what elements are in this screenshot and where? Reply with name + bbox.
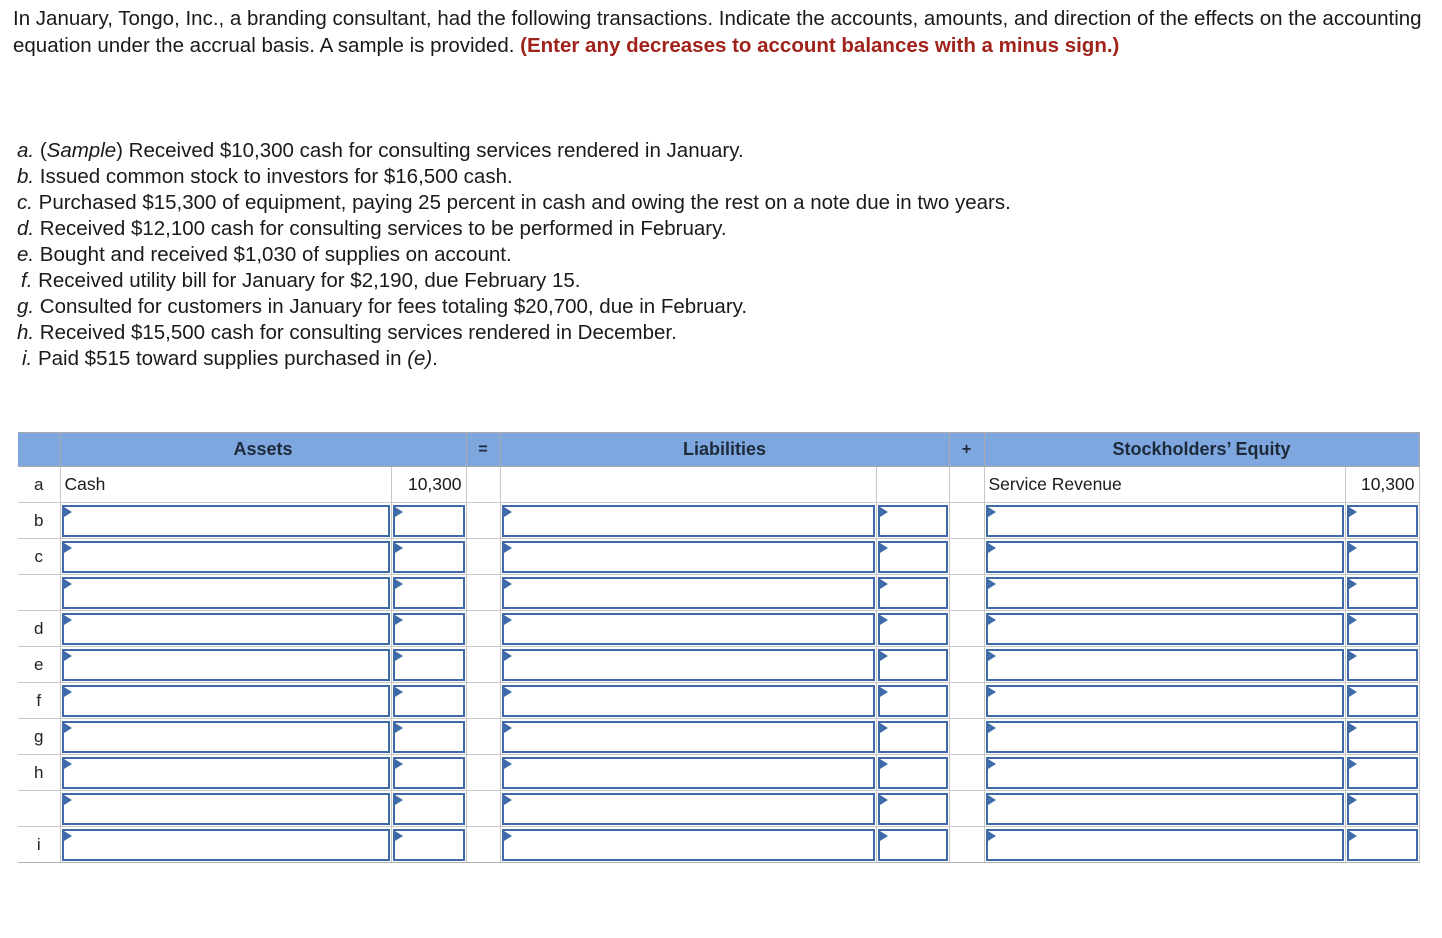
sample-liability-amount xyxy=(876,467,949,503)
liability-account-input[interactable] xyxy=(502,793,875,825)
table-row xyxy=(18,791,1419,827)
asset-amount-input-cell xyxy=(391,539,466,575)
equity-account-input[interactable] xyxy=(986,757,1344,789)
sample-asset-amount: 10,300 xyxy=(391,467,466,503)
liability-amount-input-cell xyxy=(876,503,949,539)
spacer-fill xyxy=(950,648,984,681)
header-blank xyxy=(18,433,60,467)
liability-amount-input[interactable] xyxy=(878,577,948,609)
liability-account-input[interactable] xyxy=(502,721,875,753)
asset-amount-input[interactable] xyxy=(393,541,465,573)
row-label xyxy=(18,791,60,827)
spacer-fill xyxy=(467,684,500,717)
sample-liability-account xyxy=(500,467,876,503)
equals-spacer xyxy=(466,539,500,575)
liability-account-input-cell xyxy=(500,827,876,863)
asset-account-input-cell xyxy=(60,539,391,575)
spacer-fill xyxy=(950,792,984,825)
header-equals: = xyxy=(466,433,500,467)
row-label: a xyxy=(18,467,60,503)
equals-spacer xyxy=(466,719,500,755)
liability-amount-input-cell xyxy=(876,791,949,827)
liability-account-input[interactable] xyxy=(502,541,875,573)
row-label: d xyxy=(18,611,60,647)
equals-spacer xyxy=(466,755,500,791)
asset-account-input[interactable] xyxy=(62,721,390,753)
liability-account-input[interactable] xyxy=(502,505,875,537)
equity-amount-input-cell xyxy=(1345,791,1419,827)
liability-amount-input-cell xyxy=(876,683,949,719)
sample-row xyxy=(18,467,1419,503)
liability-amount-input-cell xyxy=(876,755,949,791)
equity-account-input-cell xyxy=(984,647,1345,683)
liability-account-input[interactable] xyxy=(502,649,875,681)
equity-account-input-cell xyxy=(984,683,1345,719)
liability-account-input[interactable] xyxy=(502,757,875,789)
equity-account-input-cell xyxy=(984,539,1345,575)
spacer-fill xyxy=(950,612,984,645)
spacer-fill xyxy=(950,684,984,717)
asset-account-input[interactable] xyxy=(62,541,390,573)
instructions xyxy=(13,6,1423,59)
list-item: d. Received $12,100 cash for consulting services to be performed in February. xyxy=(17,217,727,240)
asset-amount-input-cell xyxy=(391,575,466,611)
asset-amount-input[interactable] xyxy=(393,829,465,861)
equals-spacer xyxy=(466,575,500,611)
spacer-fill xyxy=(467,720,500,753)
list-item: h. Received $15,500 cash for consulting services rendered in December. xyxy=(17,321,677,344)
equals-spacer xyxy=(466,827,500,863)
table-row xyxy=(18,539,1419,575)
equity-amount-input-cell xyxy=(1345,539,1419,575)
spacer-fill xyxy=(950,720,984,753)
asset-amount-input-cell xyxy=(391,755,466,791)
equity-amount-input[interactable] xyxy=(1347,649,1418,681)
liability-account-input-cell xyxy=(500,683,876,719)
equity-account-input-cell xyxy=(984,575,1345,611)
liability-amount-input-cell xyxy=(876,719,949,755)
sample-equity-amount: 10,300 xyxy=(1345,467,1419,503)
equity-amount-input-cell xyxy=(1345,575,1419,611)
list-item: b. Issued common stock to investors for $16,500 cash. xyxy=(17,165,513,188)
equity-amount-input[interactable] xyxy=(1347,721,1418,753)
header-plus: + xyxy=(949,433,984,467)
equity-account-input-cell xyxy=(984,503,1345,539)
row-label: e xyxy=(18,647,60,683)
spacer-fill xyxy=(950,540,984,573)
plus-spacer xyxy=(949,647,984,683)
accounting-equation-table xyxy=(18,432,1420,863)
equity-account-input[interactable] xyxy=(986,577,1344,609)
equals-spacer xyxy=(466,503,500,539)
liability-account-input-cell xyxy=(500,575,876,611)
equity-amount-input[interactable] xyxy=(1347,613,1418,645)
table-header-row xyxy=(18,433,1419,467)
equals-spacer xyxy=(466,791,500,827)
asset-amount-input-cell xyxy=(391,503,466,539)
asset-account-input-cell xyxy=(60,647,391,683)
asset-account-input-cell xyxy=(60,755,391,791)
liability-amount-input[interactable] xyxy=(878,757,948,789)
equity-account-input[interactable] xyxy=(986,721,1344,753)
sample-asset-account: Cash xyxy=(60,467,391,503)
liability-amount-input[interactable] xyxy=(878,793,948,825)
equity-account-input[interactable] xyxy=(986,505,1344,537)
plus-spacer xyxy=(949,755,984,791)
equity-account-input[interactable] xyxy=(986,541,1344,573)
transaction-list xyxy=(17,138,1011,372)
equity-amount-input-cell xyxy=(1345,647,1419,683)
asset-amount-input[interactable] xyxy=(393,577,465,609)
asset-amount-input[interactable] xyxy=(393,505,465,537)
liability-amount-input[interactable] xyxy=(878,829,948,861)
liability-account-input[interactable] xyxy=(502,613,875,645)
spacer-fill xyxy=(950,828,984,861)
equals-spacer xyxy=(466,467,500,503)
table-row xyxy=(18,719,1419,755)
list-item: f. Received utility bill for January for $2,190, due February 15. xyxy=(21,269,581,292)
liability-account-input[interactable] xyxy=(502,685,875,717)
equity-account-input[interactable] xyxy=(986,793,1344,825)
liability-account-input[interactable] xyxy=(502,577,875,609)
asset-amount-input-cell xyxy=(391,683,466,719)
spacer-fill xyxy=(467,648,500,681)
equals-spacer xyxy=(466,611,500,647)
liability-account-input-cell xyxy=(500,719,876,755)
plus-spacer xyxy=(949,611,984,647)
equity-amount-input-cell xyxy=(1345,611,1419,647)
liability-account-input[interactable] xyxy=(502,829,875,861)
row-label: f xyxy=(18,683,60,719)
liability-amount-input[interactable] xyxy=(878,505,948,537)
equity-amount-input-cell xyxy=(1345,683,1419,719)
asset-amount-input-cell xyxy=(391,647,466,683)
equity-amount-input-cell xyxy=(1345,719,1419,755)
list-item: e. Bought and received $1,030 of supplies on account. xyxy=(17,243,512,266)
liability-account-input-cell xyxy=(500,611,876,647)
plus-spacer xyxy=(949,827,984,863)
equity-account-input[interactable] xyxy=(986,649,1344,681)
equity-account-input-cell xyxy=(984,755,1345,791)
liability-amount-input[interactable] xyxy=(878,613,948,645)
liability-account-input-cell xyxy=(500,755,876,791)
spacer-fill xyxy=(950,576,984,609)
sample-equity-account: Service Revenue xyxy=(984,467,1345,503)
liability-amount-input-cell xyxy=(876,647,949,683)
equity-amount-input[interactable] xyxy=(1347,685,1418,717)
equity-amount-input-cell xyxy=(1345,755,1419,791)
equity-account-input[interactable] xyxy=(986,829,1344,861)
liability-amount-input[interactable] xyxy=(878,541,948,573)
equity-amount-input-cell xyxy=(1345,827,1419,863)
liability-amount-input-cell xyxy=(876,611,949,647)
table-row xyxy=(18,683,1419,719)
plus-spacer xyxy=(949,719,984,755)
asset-amount-input-cell xyxy=(391,827,466,863)
equity-account-input-cell xyxy=(984,791,1345,827)
spacer-fill xyxy=(950,756,984,789)
asset-account-input[interactable] xyxy=(62,829,390,861)
liability-amount-input-cell xyxy=(876,575,949,611)
spacer-fill xyxy=(467,540,500,573)
list-item: i. Paid $515 toward supplies purchased in (e). xyxy=(22,347,438,370)
asset-account-input[interactable] xyxy=(62,757,390,789)
table-row xyxy=(18,611,1419,647)
liability-amount-input[interactable] xyxy=(878,685,948,717)
asset-account-input-cell xyxy=(60,503,391,539)
list-item: c. Purchased $15,300 of equipment, paying 25 percent in cash and owing the rest on a note due in two years. xyxy=(17,191,1011,214)
liability-account-input-cell xyxy=(500,791,876,827)
equity-amount-input[interactable] xyxy=(1347,829,1418,861)
plus-spacer xyxy=(949,467,984,503)
asset-account-input-cell xyxy=(60,791,391,827)
header-assets: Assets xyxy=(60,433,466,467)
equity-amount-input[interactable] xyxy=(1347,793,1418,825)
asset-account-input-cell xyxy=(60,683,391,719)
asset-account-input[interactable] xyxy=(62,793,390,825)
row-label: b xyxy=(18,503,60,539)
instructions-text: In January, Tongo, Inc., a branding consultant, had the following transactions. Indicate the accounts, amounts, and direction of the effects on the accounting equation under the accrual basis. A sample is provided. xyxy=(13,7,1422,57)
asset-amount-input-cell xyxy=(391,791,466,827)
row-label: g xyxy=(18,719,60,755)
list-item: g. Consulted for customers in January for fees totaling $20,700, due in February. xyxy=(17,295,748,318)
asset-account-input-cell xyxy=(60,719,391,755)
equity-amount-input-cell xyxy=(1345,503,1419,539)
liability-amount-input[interactable] xyxy=(878,721,948,753)
table-row xyxy=(18,647,1419,683)
liability-amount-input-cell xyxy=(876,539,949,575)
spacer-fill xyxy=(467,828,500,861)
header-equity: Stockholders’ Equity xyxy=(984,433,1419,467)
asset-amount-input-cell xyxy=(391,719,466,755)
instructions-highlight: (Enter any decreases to account balances with a minus sign.) xyxy=(520,33,1120,57)
equity-amount-input[interactable] xyxy=(1347,541,1418,573)
equity-account-input-cell xyxy=(984,611,1345,647)
asset-amount-input[interactable] xyxy=(393,649,465,681)
liability-account-input-cell xyxy=(500,647,876,683)
asset-account-input-cell xyxy=(60,575,391,611)
equity-amount-input[interactable] xyxy=(1347,577,1418,609)
equity-account-input[interactable] xyxy=(986,613,1344,645)
asset-account-input[interactable] xyxy=(62,505,390,537)
asset-account-input-cell xyxy=(60,611,391,647)
liability-amount-input[interactable] xyxy=(878,649,948,681)
asset-account-input-cell xyxy=(60,827,391,863)
plus-spacer xyxy=(949,791,984,827)
liability-account-input-cell xyxy=(500,503,876,539)
equity-account-input[interactable] xyxy=(986,685,1344,717)
asset-amount-input-cell xyxy=(391,611,466,647)
asset-amount-input[interactable] xyxy=(393,757,465,789)
header-liabilities: Liabilities xyxy=(500,433,949,467)
table-row xyxy=(18,503,1419,539)
plus-spacer xyxy=(949,683,984,719)
row-label: c xyxy=(18,539,60,575)
asset-amount-input[interactable] xyxy=(393,721,465,753)
equity-account-input-cell xyxy=(984,719,1345,755)
equals-spacer xyxy=(466,647,500,683)
row-label: i xyxy=(18,827,60,863)
equity-account-input-cell xyxy=(984,827,1345,863)
plus-spacer xyxy=(949,503,984,539)
row-label: h xyxy=(18,755,60,791)
liability-amount-input-cell xyxy=(876,827,949,863)
plus-spacer xyxy=(949,575,984,611)
asset-account-input[interactable] xyxy=(62,613,390,645)
spacer-fill xyxy=(467,504,500,537)
equals-spacer xyxy=(466,683,500,719)
equity-amount-input[interactable] xyxy=(1347,757,1418,789)
asset-amount-input[interactable] xyxy=(393,613,465,645)
row-label xyxy=(18,575,60,611)
table-row xyxy=(18,827,1419,863)
spacer-fill xyxy=(467,576,500,609)
table-row xyxy=(18,575,1419,611)
asset-account-input[interactable] xyxy=(62,577,390,609)
plus-spacer xyxy=(949,539,984,575)
spacer-fill xyxy=(467,756,500,789)
table-row xyxy=(18,755,1419,791)
asset-amount-input[interactable] xyxy=(393,793,465,825)
spacer-fill xyxy=(467,792,500,825)
asset-account-input[interactable] xyxy=(62,649,390,681)
asset-amount-input[interactable] xyxy=(393,685,465,717)
list-item: a. (Sample) Received $10,300 cash for consulting services rendered in January. xyxy=(17,139,744,162)
asset-account-input[interactable] xyxy=(62,685,390,717)
spacer-fill xyxy=(467,612,500,645)
spacer-fill xyxy=(950,504,984,537)
equity-amount-input[interactable] xyxy=(1347,505,1418,537)
liability-account-input-cell xyxy=(500,539,876,575)
